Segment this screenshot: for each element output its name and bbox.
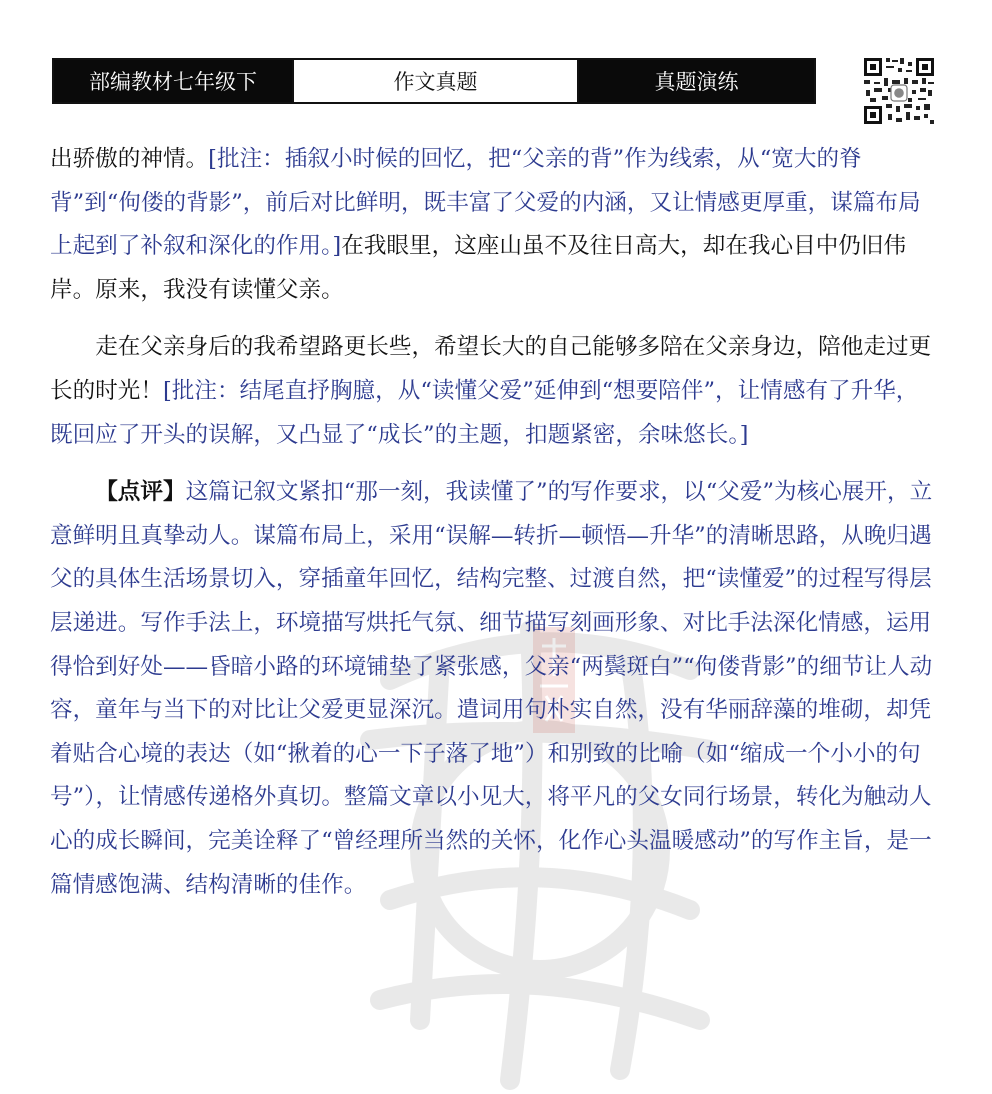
header-section-title: 作文真题 [292, 60, 579, 102]
paragraph-2 [50, 326, 940, 457]
header-bar [52, 58, 816, 104]
annotation-note: [批注：结尾直抒胸臆，从“读懂父爱”延伸到“想要陪伴”，让情感有了升华，既回应了开头的误解，又凸显了“成长”的主题，扣题紧密，余味悠长。] [50, 377, 919, 448]
annotation-note: [批注：插叙小时候的回忆，把“父亲的背”作为线索，从“宽大的脊背”到“佝偻的背影”，前后对比鲜明，既丰富了父爱的内涵，又让情感更厚重，谋篇布局上起到了补叙和深化的作用。] [50, 146, 921, 260]
comment-label: 【点评】 [95, 479, 186, 506]
document-body [50, 138, 940, 907]
body-text: 走在父亲身后的我希望路更长些，希望长大的自己能够多陪在父亲身边，陪他走过更长的时光！ [50, 334, 932, 404]
body-text: 在我眼里，这座山虽不及往日高大，却在我心目中仍旧伟岸。原来，我没有读懂父亲。 [50, 233, 907, 303]
header-textbook-label: 部编教材七年级下 [54, 60, 292, 102]
paragraph-1 [50, 138, 940, 312]
qr-code-icon [862, 56, 936, 126]
comment-text: 这篇记叙文紧扣“那一刻，我读懂了”的写作要求，以“父爱”为核心展开，立意鲜明且真挚动人。谋篇布局上，采用“误解—转折—顿悟—升华”的清晰思路，从晚归遇父的具体生活场景切入，穿插童年回忆，结构完整、过渡自然，把“读懂爱”的过程写得层层递进。写作手法上，环境描写烘托气氛、细节描写刻画形象、对比手法深化情感，运用得恰到好处——昏暗小路的环境铺垫了紧张感，父亲“两鬓斑白”“佝偻背影”的细节让人动容，童年与当下的对比让父爱更显深沉。遣词用句朴实自然，没有华丽辞藻的堆砌，却凭着贴合心境的表达（如“揪着的心一下子落了地”）和别致的比喻（如“缩成一个小小的句号”），让情感传递格外真切。整篇文章以小见大，将平凡的父女同行场景，转化为触动人心的成长瞬间，完美诠释了“曾经理所当然的关怀，化作心头温暖感动”的写作主旨，是一篇情感饱满、结构清晰的佳作。 [50, 479, 933, 898]
comment-paragraph [50, 471, 940, 907]
body-text: 出骄傲的神情。 [50, 146, 209, 172]
header-practice-label: 真题演练 [579, 60, 814, 102]
